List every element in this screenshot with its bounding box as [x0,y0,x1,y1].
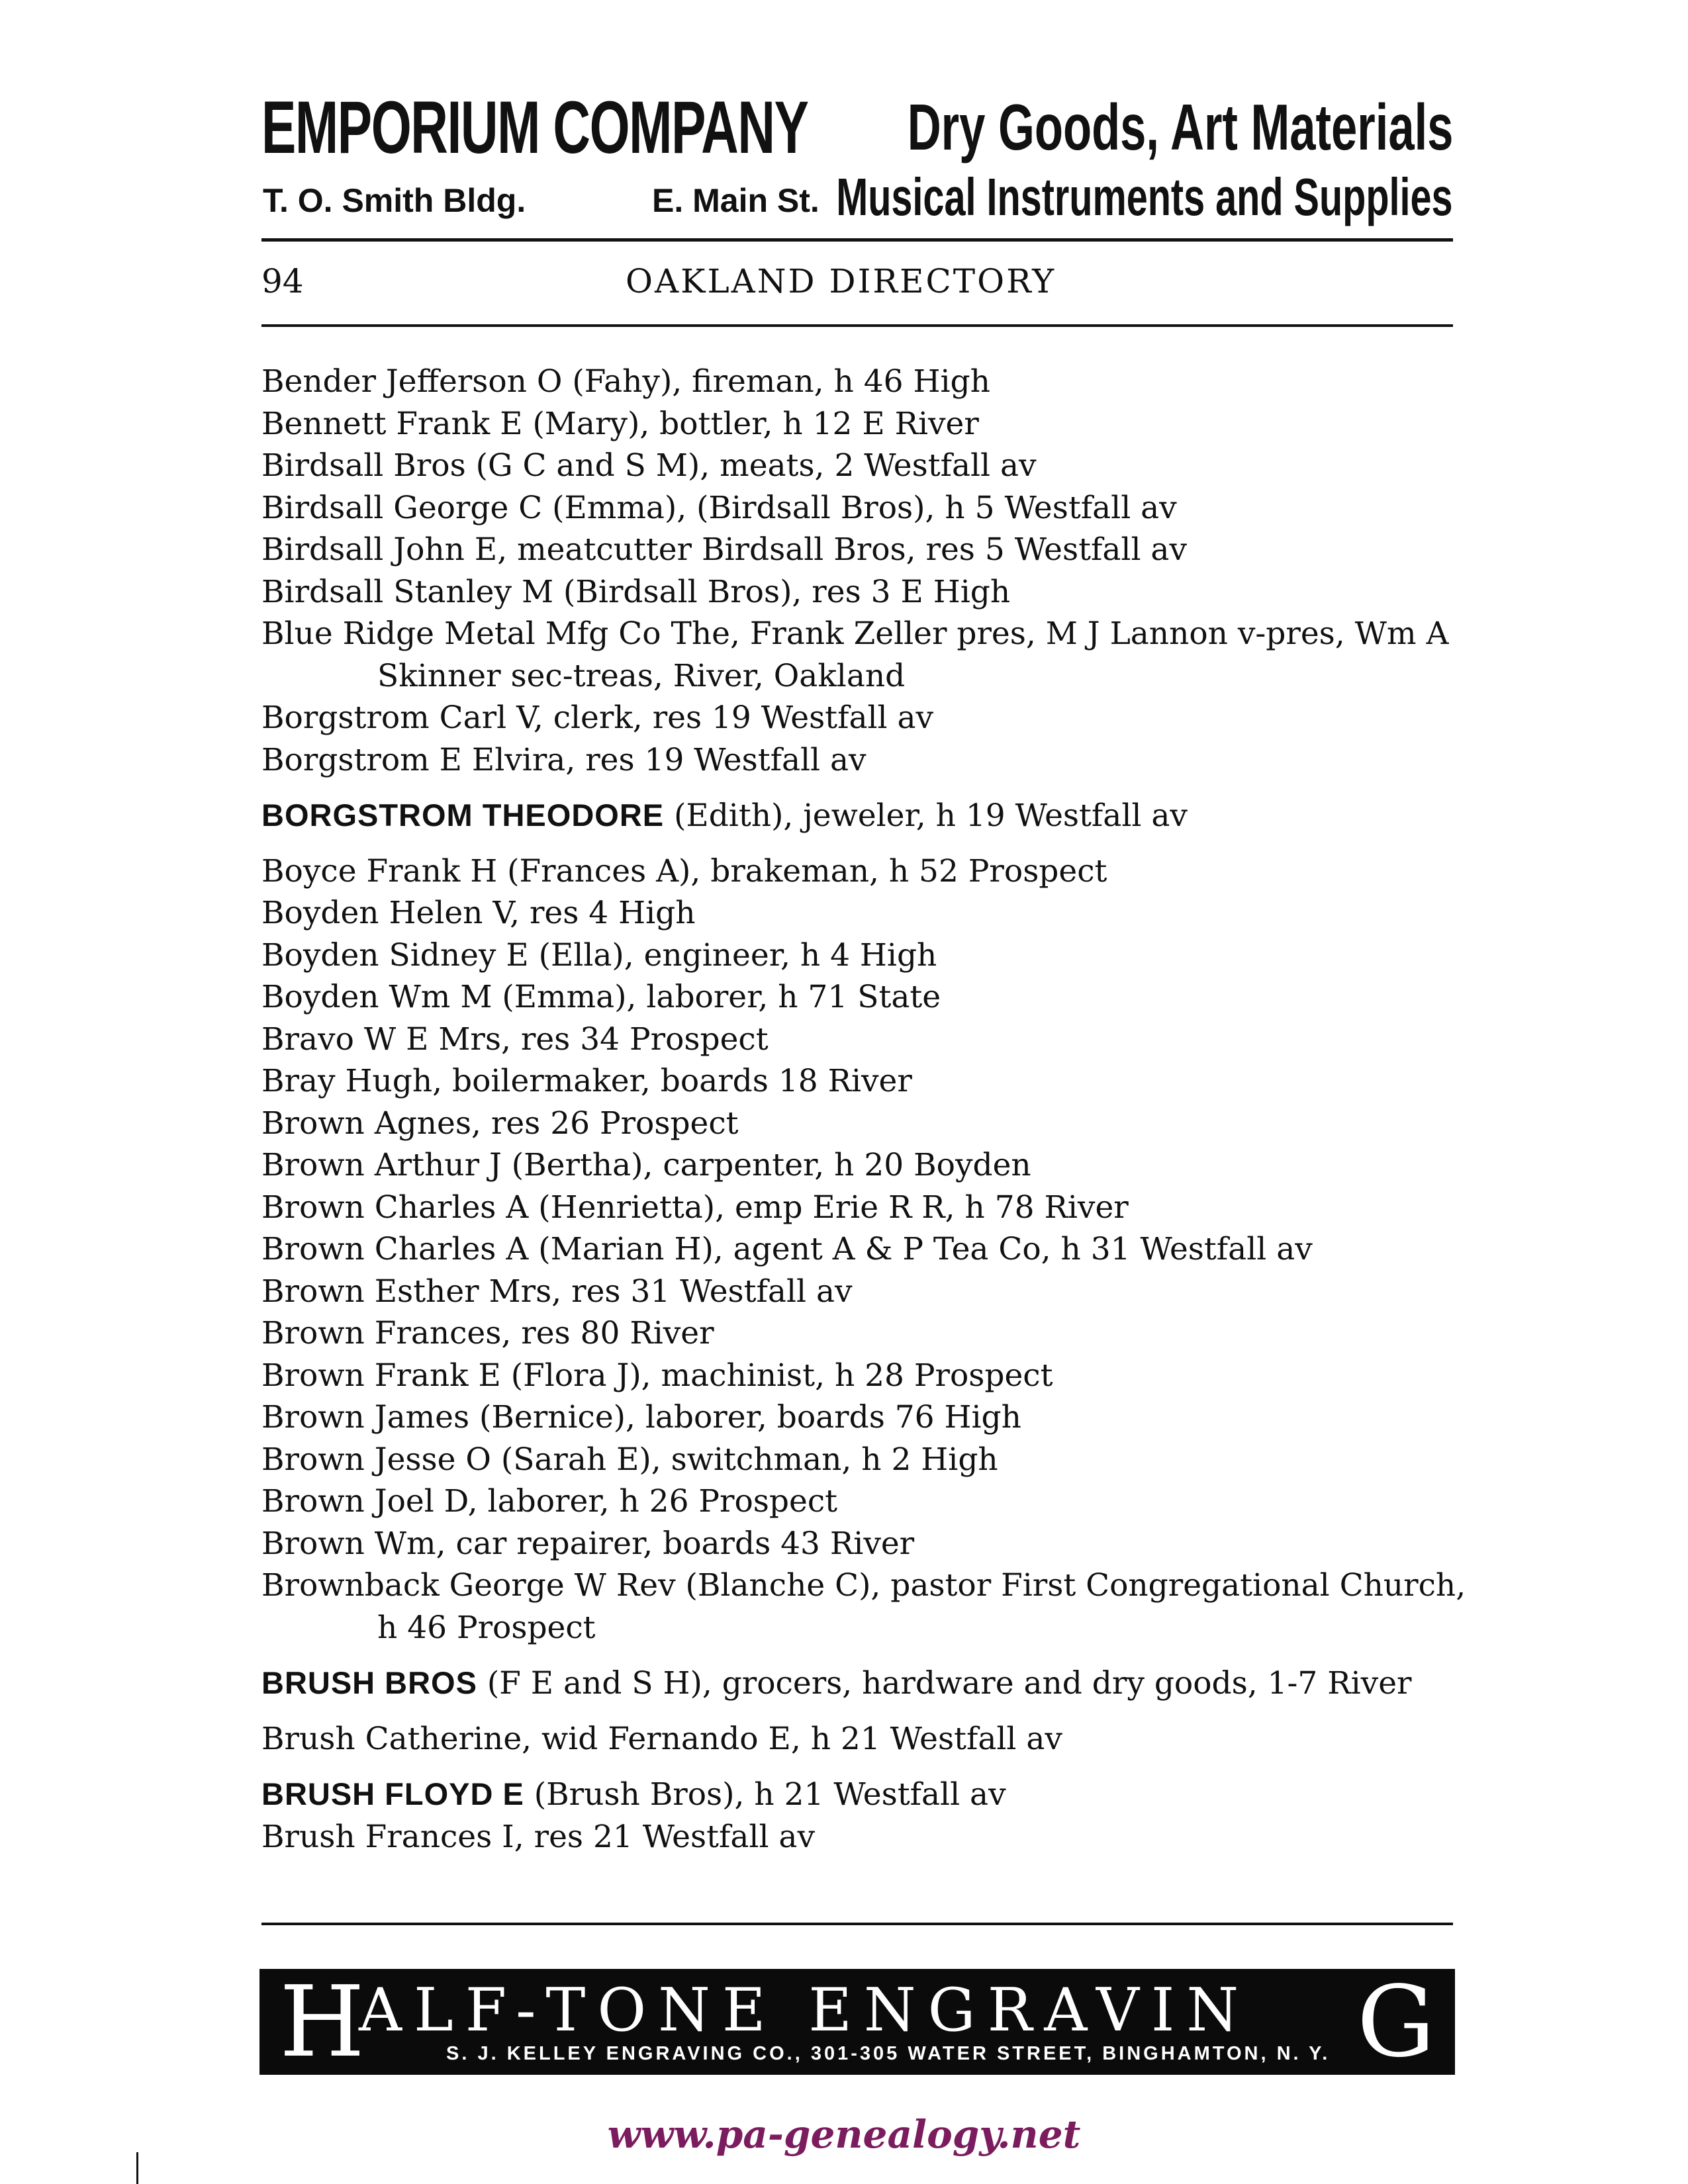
directory-entry [261,1019,1466,1061]
directory-entry [261,976,1466,1019]
directory-entry [261,1271,1466,1313]
entry-text: Brown James (Bernice), laborer, boards 76 High [261,1399,1021,1435]
ad-street: E. Main St. [652,182,820,219]
ad-building: T. O. Smith Bldg. [263,182,526,219]
directory-entry [261,1816,1466,1858]
directory-entry [261,1144,1466,1187]
entry-text: Brown Esther Mrs, res 31 Westfall av [261,1273,853,1310]
header-rule-bottom [261,324,1453,327]
directory-entry [261,1565,1466,1649]
directory-entry [261,1718,1466,1760]
entry-text: Brush Frances I, res 21 Westfall av [261,1818,815,1855]
page-number: 94 [261,262,304,300]
entry-text: Brush Catherine, wid Fernando E, h 21 Westfall av [261,1720,1062,1757]
running-header [261,255,1453,308]
entry-text: Birdsall John E, meatcutter Birdsall Bros, res 5 Westfall av [261,531,1187,568]
entry-text: Boyden Helen V, res 4 High [261,895,696,931]
entry-text: Brown Frances, res 80 River [261,1315,714,1351]
directory-entry [261,739,1466,782]
directory-entry [261,1523,1466,1565]
entry-text: Birdsall Bros (G C and S M), meats, 2 Westfall av [261,447,1037,484]
entry-text: Brown Frank E (Flora J), machinist, h 28 Prospect [261,1357,1053,1394]
directory-entry [261,1187,1466,1229]
entry-text: Brownback George W Rev (Blanche C), pastor First Congregational Church, h 46 Prospect [261,1567,1466,1646]
entry-text: (Brush Bros), h 21 Westfall av [524,1776,1006,1813]
entry-text: Brown Agnes, res 26 Prospect [261,1105,739,1142]
engraving-advertisement [259,1969,1455,2075]
banner-subline: S. J. KELLEY ENGRAVING CO., 301-305 WATER STREET, BINGHAMTON, N. Y. [446,2043,1331,2064]
entry-text: Borgstrom E Elvira, res 19 Westfall av [261,741,867,778]
directory-entry [261,1060,1466,1103]
directory-entry [261,1228,1466,1271]
directory-entry [261,794,1466,837]
directory-entry [261,1396,1466,1439]
ad-tagline-line2: Musical Instruments and Supplies [836,167,1453,226]
directory-entry [261,1103,1466,1145]
ad-tagline-line1: Dry Goods, Art Materials [907,91,1453,163]
margin-mark [136,2152,138,2184]
entry-text: Brown Arthur J (Bertha), carpenter, h 20 Boyden [261,1147,1031,1183]
directory-entry [261,361,1466,403]
entry-text: Bender Jefferson O (Fahy), fireman, h 46 High [261,363,990,400]
emporium-advertisement [261,85,1453,227]
directory-entry [261,697,1466,739]
directory-entry [261,487,1466,529]
directory-entry [261,1480,1466,1523]
entry-text: Borgstrom Carl V, clerk, res 19 Westfall av [261,700,934,736]
header-rule-top [261,238,1453,242]
entry-text: Brown Charles A (Marian H), agent A & P Tea Co, h 31 Westfall av [261,1231,1313,1267]
directory-entry [261,445,1466,487]
entry-text: Birdsall George C (Emma), (Birdsall Bros), h 5 Westfall av [261,489,1177,526]
directory-entry [261,1312,1466,1355]
directory-entry [261,934,1466,977]
directory-entry [261,529,1466,571]
footer-rule [261,1923,1453,1925]
entry-text: Birdsall Stanley M (Birdsall Bros), res 3 E High [261,573,1011,610]
directory-entry [261,613,1466,697]
directory-entry [261,850,1466,893]
directory-entry [261,1662,1466,1705]
entry-bold-name: BRUSH BROS [261,1665,477,1700]
entry-text: Bravo W E Mrs, res 34 Prospect [261,1021,769,1058]
entry-text: Brown Wm, car repairer, boards 43 River [261,1525,915,1562]
directory-entries [261,361,1466,1858]
entry-text: Boyce Frank H (Frances A), brakeman, h 52 Prospect [261,852,1107,889]
entry-text: (F E and S H), grocers, hardware and dry goods, 1-7 River [477,1665,1412,1702]
entry-text: Boyden Wm M (Emma), laborer, h 71 State [261,979,941,1015]
directory-entry [261,403,1466,445]
directory-entry [261,1773,1466,1816]
directory-entry [261,571,1466,614]
directory-entry [261,1355,1466,1397]
entry-text: Brown Charles A (Henrietta), emp Erie R R, h 78 River [261,1189,1129,1226]
banner-title: ALF-TONE ENGRAVIN [359,1976,1251,2045]
entry-text: Brown Jesse O (Sarah E), switchman, h 2 High [261,1441,998,1478]
entry-bold-name: BORGSTROM THEODORE [261,797,665,833]
entry-text: Bennett Frank E (Mary), bottler, h 12 E River [261,405,979,442]
directory-title: OAKLAND DIRECTORY [626,262,1056,300]
entry-text: Blue Ridge Metal Mfg Co The, Frank Zeller pres, M J Lannon v-pres, Wm A Skinner sec-treas, River, Oakland [261,615,1449,694]
watermark-link[interactable]: www.pa-genealogy.net [607,2112,1081,2157]
directory-entry [261,1439,1466,1481]
entry-text: Brown Joel D, laborer, h 26 Prospect [261,1483,838,1520]
directory-entry [261,892,1466,934]
banner-initial: H [279,1969,365,2075]
entry-text: (Edith), jeweler, h 19 Westfall av [664,797,1188,834]
entry-text: Bray Hugh, boilermaker, boards 18 River [261,1063,912,1099]
entry-text: Boyden Sidney E (Ella), engineer, h 4 High [261,936,937,974]
entry-bold-name: BRUSH FLOYD E [261,1776,524,1811]
banner-final: G [1356,1969,1435,2075]
ad-company-name: EMPORIUM COMPANY [261,86,808,169]
